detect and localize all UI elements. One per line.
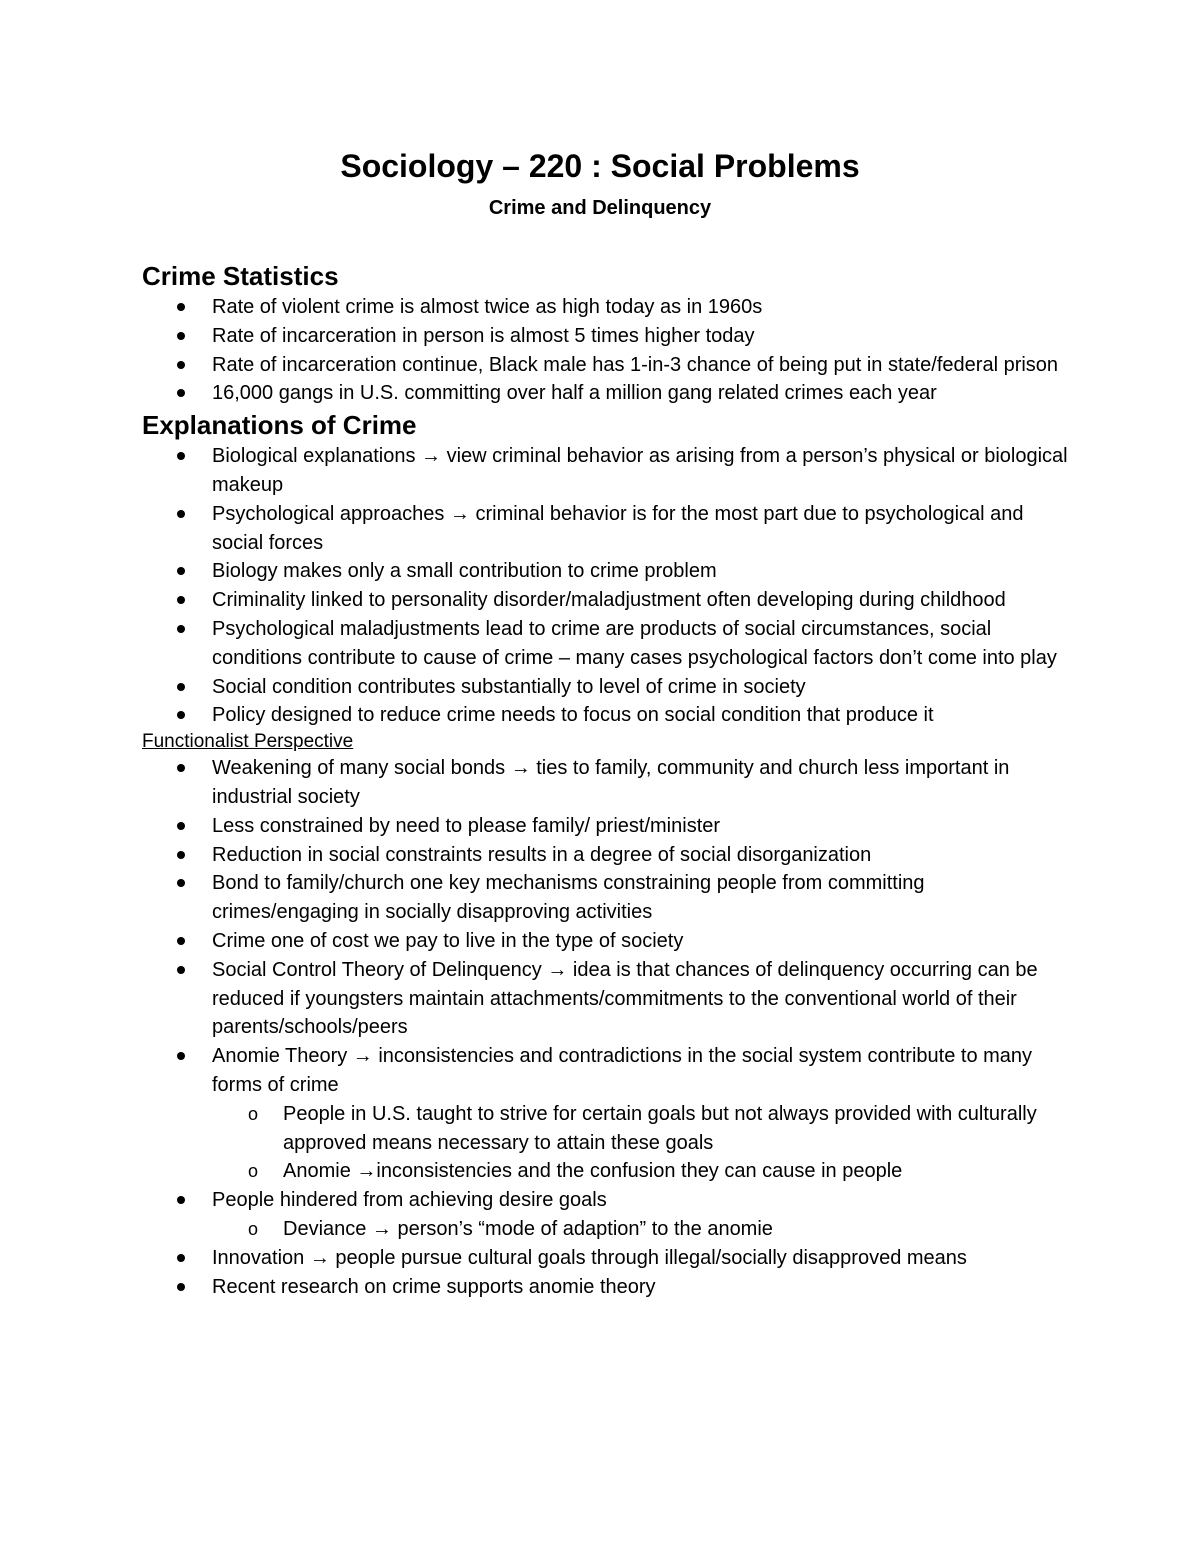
list-item-text: Crime one of cost we pay to live in the type of society: [212, 929, 684, 952]
list-item: [142, 557, 1072, 586]
bullet-icon: [177, 303, 185, 311]
bullet-icon: [177, 822, 185, 830]
bullet-icon: [177, 332, 185, 340]
circle-bullet-icon: o: [248, 1161, 259, 1182]
bullet-list: [142, 754, 1072, 1301]
document-title: Sociology – 220 : Social Problems: [340, 148, 860, 184]
bullet-icon: [177, 625, 185, 633]
bullet-icon: [177, 937, 185, 945]
sub-list-item: [212, 1100, 1072, 1158]
bullet-icon: [177, 1254, 185, 1262]
bullet-icon: [177, 389, 185, 397]
list-item-text: 16,000 gangs in U.S. committing over half a million gang related crimes each year: [212, 382, 937, 405]
list-item: [142, 754, 1072, 812]
bullet-list: [142, 442, 1072, 730]
bullet-icon: [177, 1283, 185, 1291]
list-item: [142, 812, 1072, 841]
list-item: [142, 956, 1072, 1042]
section-heading: Explanations of Crime: [142, 410, 417, 441]
list-item: [142, 1042, 1072, 1186]
list-item: [142, 841, 1072, 870]
bullet-icon: [177, 1052, 185, 1060]
sub-list-item: [212, 1157, 1072, 1186]
list-item-text: Anomie Theory → inconsistencies and contradictions in the social system contribute to many forms of crime: [212, 1045, 1033, 1096]
bullet-list: [142, 293, 1072, 408]
list-item-text: Rate of incarceration in person is almost 5 times higher today: [212, 324, 755, 347]
bullet-icon: [177, 764, 185, 772]
list-item-text: Biology makes only a small contribution to crime problem: [212, 560, 717, 583]
list-item: [142, 1244, 1072, 1273]
list-item-text: Less constrained by need to please family/ priest/minister: [212, 814, 721, 837]
bullet-icon: [177, 966, 185, 974]
circle-bullet-icon: o: [248, 1218, 259, 1239]
sub-list-item-text: Anomie →inconsistencies and the confusion they can cause in people: [283, 1160, 903, 1183]
bullet-icon: [177, 683, 185, 691]
list-item-text: Biological explanations → view criminal behavior as arising from a person’s physical or biological makeup: [212, 445, 1068, 496]
list-item-text: Innovation → people pursue cultural goals through illegal/socially disapproved means: [212, 1246, 967, 1269]
list-item: [142, 442, 1072, 500]
list-item-text: Social condition contributes substantially to level of crime in society: [212, 675, 806, 698]
list-item-text: Weakening of many social bonds → ties to family, community and church less important in industrial society: [212, 757, 1010, 808]
list-item: [142, 586, 1072, 615]
document-body: [142, 259, 1072, 1301]
bullet-icon: [177, 567, 185, 575]
list-item: [142, 1273, 1072, 1302]
list-item-text: Recent research on crime supports anomie theory: [212, 1275, 656, 1298]
list-item: [142, 351, 1072, 380]
list-item-text: People hindered from achieving desire goals: [212, 1189, 607, 1212]
bullet-icon: [177, 879, 185, 887]
bullet-icon: [177, 596, 185, 604]
list-item-text: Policy designed to reduce crime needs to focus on social condition that produce it: [212, 704, 934, 727]
list-item: [142, 322, 1072, 351]
sub-list-item-text: Deviance → person’s “mode of adaption” to the anomie: [283, 1217, 773, 1240]
list-item: [142, 701, 1072, 730]
section-heading: Crime Statistics: [142, 261, 339, 291]
list-item: [142, 869, 1072, 927]
list-item-text: Psychological approaches → criminal behavior is for the most part due to psychological and social forces: [212, 502, 1024, 554]
list-item: [142, 1186, 1072, 1244]
section-subheading: Functionalist Perspective: [142, 731, 354, 753]
list-item-text: Criminality linked to personality disorder/maladjustment often developing during childhood: [212, 589, 1006, 612]
circle-bullet-icon: o: [248, 1103, 259, 1124]
bullet-icon: [177, 851, 185, 859]
list-item-text: Rate of incarceration continue, Black male has 1-in-3 chance of being put in state/federal prison: [212, 353, 1059, 376]
list-item: [142, 673, 1072, 702]
list-item: [142, 615, 1072, 673]
list-item: [142, 379, 1072, 408]
sub-list: [212, 1100, 1072, 1186]
list-item-text: Rate of violent crime is almost twice as high today as in 1960s: [212, 296, 763, 318]
bullet-icon: [177, 510, 185, 518]
sub-list-item-text: People in U.S. taught to strive for certain goals but not always provided with culturally approved means necessary to attain these goals: [283, 1102, 1037, 1154]
bullet-icon: [177, 361, 185, 369]
list-item: [142, 500, 1072, 558]
list-item-text: Psychological maladjustments lead to crime are products of social circumstances, social conditions contribute to cause of crime – many cases psychological factors don’t come into play: [212, 617, 1057, 669]
bullet-icon: [177, 711, 185, 719]
list-item-text: Social Control Theory of Delinquency → idea is that chances of delinquency occurring can be reduced if youngsters maintain attachments/commitments to the conventional world of their parents/schools/peers: [212, 958, 1038, 1039]
list-item-text: Reduction in social constraints results in a degree of social disorganization: [212, 843, 872, 866]
sub-list: [212, 1215, 1072, 1244]
list-item-text: Bond to family/church one key mechanisms constraining people from committing crimes/engaging in socially disapproving activities: [212, 872, 925, 924]
list-item: [142, 293, 1072, 322]
bullet-icon: [177, 1196, 185, 1204]
sub-list-item: [212, 1215, 1072, 1244]
list-item: [142, 927, 1072, 956]
bullet-icon: [177, 452, 185, 460]
document-subtitle: Crime and Delinquency: [488, 197, 712, 219]
